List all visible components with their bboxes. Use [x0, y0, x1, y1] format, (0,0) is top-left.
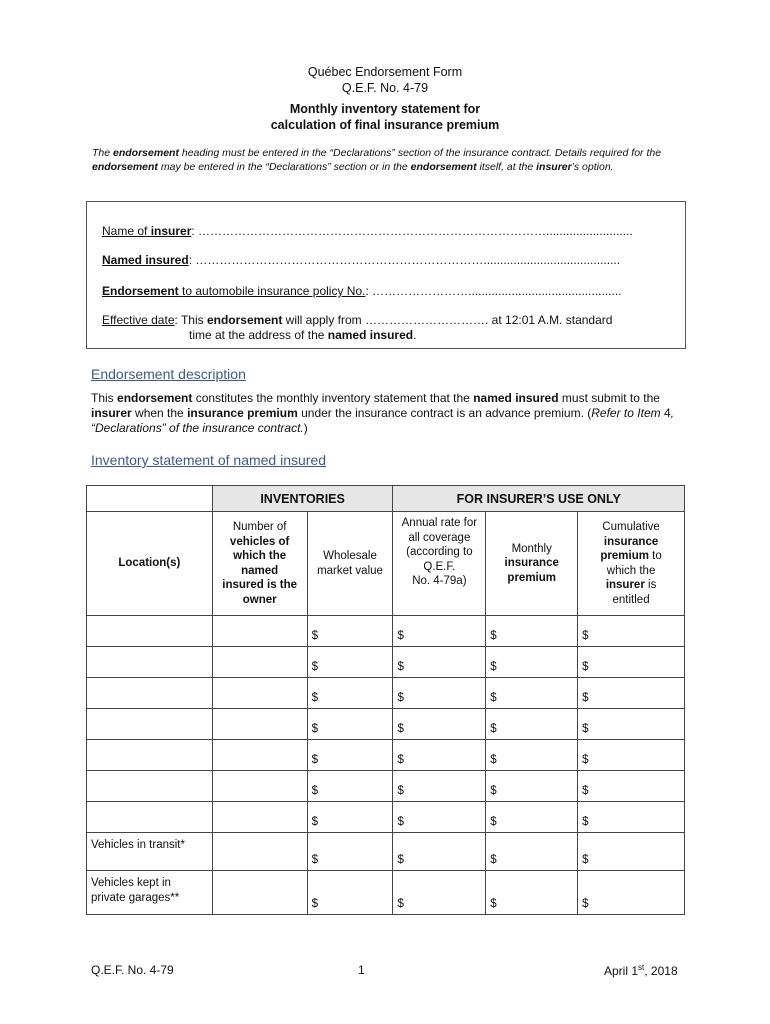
- intro-bold: endorsement: [92, 161, 158, 173]
- hline: to: [648, 550, 662, 562]
- currency: $: [582, 723, 589, 735]
- col-vehicles: [212, 512, 307, 616]
- currency: $: [582, 816, 589, 828]
- currency: $: [490, 661, 497, 673]
- input-cell[interactable]: [212, 871, 307, 915]
- input-cell[interactable]: [393, 871, 486, 915]
- hline: market value: [317, 564, 383, 577]
- input-cell[interactable]: [87, 740, 213, 771]
- fill-line: : ……………………………………………………………….........................................: [188, 253, 621, 267]
- col-location: Location(s): [87, 512, 213, 616]
- input-cell[interactable]: [578, 802, 685, 833]
- label-line: private garages**: [91, 892, 180, 904]
- table-row: [87, 802, 685, 833]
- input-cell[interactable]: [87, 771, 213, 802]
- intro-text: itself, at the: [476, 161, 537, 173]
- table-row-private: [87, 871, 685, 915]
- input-cell[interactable]: [486, 616, 578, 647]
- input-cell[interactable]: [212, 740, 307, 771]
- label-bold: Named insured: [102, 253, 189, 267]
- col-wholesale: [307, 512, 393, 616]
- hline: premium: [507, 571, 556, 584]
- hline: is: [644, 579, 657, 591]
- currency: $: [397, 816, 404, 828]
- input-cell[interactable]: [87, 802, 213, 833]
- effective-date-line2: [189, 328, 416, 342]
- input-cell[interactable]: [578, 771, 685, 802]
- text: : This: [174, 313, 207, 327]
- hline: named: [241, 564, 279, 577]
- input-cell[interactable]: [486, 833, 578, 871]
- currency: $: [397, 630, 404, 642]
- intro-bold: endorsement: [410, 161, 477, 173]
- col-annual-rate: [393, 512, 486, 616]
- hline: owner: [242, 593, 277, 606]
- private-garage-label: [87, 871, 213, 915]
- input-cell[interactable]: [212, 833, 307, 871]
- italic: Refer to Item: [591, 406, 664, 420]
- footer-form-number: Q.E.F. No. 4-79: [91, 963, 174, 977]
- currency: $: [490, 898, 497, 910]
- input-cell[interactable]: [307, 647, 393, 678]
- currency: $: [490, 854, 497, 866]
- label: Name of: [102, 224, 151, 238]
- label: to automobile insurance policy No.: [178, 284, 366, 298]
- text: .: [413, 328, 417, 342]
- label: Effective date: [102, 313, 175, 327]
- input-cell[interactable]: [212, 616, 307, 647]
- hline: entitled: [612, 593, 650, 606]
- input-cell[interactable]: [87, 709, 213, 740]
- text: constitutes the monthly inventory statement that the: [192, 391, 474, 405]
- intro-bold: endorsement: [113, 147, 179, 159]
- input-cell[interactable]: [212, 709, 307, 740]
- bold: endorsement: [206, 313, 283, 327]
- bold: insurer: [91, 406, 132, 420]
- input-cell[interactable]: [578, 871, 685, 915]
- input-cell[interactable]: [212, 678, 307, 709]
- hline: insurance: [504, 557, 559, 570]
- form-number: Q.E.F. No. 4-79: [341, 81, 429, 95]
- currency: $: [397, 754, 404, 766]
- currency: $: [311, 854, 318, 866]
- hline: which the: [606, 564, 656, 577]
- input-cell[interactable]: [578, 709, 685, 740]
- input-cell[interactable]: [87, 647, 213, 678]
- currency: $: [582, 630, 589, 642]
- input-cell[interactable]: [393, 709, 486, 740]
- input-cell[interactable]: [87, 616, 213, 647]
- table-row-transit: [87, 833, 685, 871]
- hline: premium: [600, 550, 649, 562]
- input-cell[interactable]: [578, 740, 685, 771]
- bold: named insured: [473, 391, 559, 405]
- hline: (according to: [406, 546, 473, 558]
- input-cell[interactable]: [486, 678, 578, 709]
- hline: insured is the: [222, 579, 298, 591]
- intro-text: The: [92, 147, 114, 159]
- input-cell[interactable]: [393, 771, 486, 802]
- hline: all coverage: [408, 531, 471, 544]
- text: under the insurance contract is an advance premium. (: [297, 406, 592, 420]
- hline: Wholesale: [323, 550, 377, 562]
- input-cell[interactable]: [578, 616, 685, 647]
- table-row: [87, 616, 685, 647]
- form-name: Québec Endorsement Form: [307, 65, 463, 79]
- input-cell[interactable]: [307, 871, 393, 915]
- input-cell[interactable]: [307, 616, 393, 647]
- effective-date-field[interactable]: [102, 313, 612, 327]
- currency: $: [490, 692, 497, 704]
- input-cell[interactable]: [87, 678, 213, 709]
- date-text: , 2018: [644, 964, 678, 978]
- currency: $: [397, 898, 404, 910]
- table-row: [87, 647, 685, 678]
- input-cell[interactable]: [486, 740, 578, 771]
- section-heading-description: Endorsement description: [91, 366, 246, 382]
- currency: $: [397, 723, 404, 735]
- input-cell[interactable]: [393, 833, 486, 871]
- currency: $: [582, 785, 589, 797]
- description-paragraph: [91, 391, 691, 436]
- text: when the: [131, 406, 188, 420]
- page-number: 1: [358, 963, 365, 977]
- input-cell[interactable]: [578, 678, 685, 709]
- date-sup: st: [638, 963, 645, 972]
- currency: $: [311, 661, 318, 673]
- text: must submit to the: [558, 391, 660, 405]
- intro-text: ’s option.: [571, 161, 614, 173]
- hline: Annual rate for: [401, 517, 478, 529]
- group-insurer-use: FOR INSURER’S USE ONLY: [393, 486, 685, 512]
- input-cell[interactable]: [393, 802, 486, 833]
- currency: $: [311, 723, 318, 735]
- input-cell[interactable]: [307, 678, 393, 709]
- date-text: April 1: [604, 964, 639, 978]
- input-cell[interactable]: [486, 709, 578, 740]
- currency: $: [490, 816, 497, 828]
- table-row: [87, 740, 685, 771]
- input-cell[interactable]: [307, 833, 393, 871]
- hline: Monthly: [511, 542, 552, 555]
- input-cell[interactable]: [212, 771, 307, 802]
- hline: Number of: [232, 521, 287, 533]
- hline: Cumulative: [602, 521, 660, 533]
- currency: $: [311, 898, 318, 910]
- text: 4: [663, 406, 671, 420]
- fill-line: : ……………………..............................................: [365, 284, 622, 298]
- text: time at the address of the: [189, 328, 328, 342]
- currency: $: [397, 854, 404, 866]
- table-corner: [87, 486, 213, 512]
- currency: $: [582, 692, 589, 704]
- currency: $: [490, 630, 497, 642]
- currency: $: [311, 785, 318, 797]
- currency: $: [397, 785, 404, 797]
- hline: which the: [233, 550, 287, 562]
- input-cell[interactable]: [212, 802, 307, 833]
- col-monthly-premium: [486, 512, 578, 616]
- input-cell[interactable]: [486, 647, 578, 678]
- intro-paragraph: [92, 146, 692, 174]
- insurer-name-field[interactable]: [102, 224, 633, 238]
- input-cell[interactable]: [393, 678, 486, 709]
- label-bold: Endorsement: [102, 284, 179, 298]
- text: This: [91, 391, 118, 405]
- table-row: [87, 678, 685, 709]
- italic: , “Declarations” of the insurance contract.: [91, 406, 674, 435]
- title-line-1: Monthly inventory statement for: [289, 102, 481, 116]
- fill-line: : ……………………………………………………………………………..........................: [191, 224, 633, 238]
- currency: $: [311, 630, 318, 642]
- currency: $: [311, 692, 318, 704]
- transit-label: Vehicles in transit*: [87, 833, 213, 871]
- group-inventories: INVENTORIES: [212, 486, 393, 512]
- hline: No. 4-79a): [412, 575, 467, 587]
- currency: $: [311, 754, 318, 766]
- currency: $: [397, 692, 404, 704]
- form-title: [0, 101, 770, 133]
- currency: $: [582, 661, 589, 673]
- named-insured-field[interactable]: [102, 253, 620, 267]
- currency: $: [582, 854, 589, 866]
- input-cell[interactable]: [393, 740, 486, 771]
- col-cumulative-premium: [578, 512, 685, 616]
- intro-text: heading must be entered in the “Declarations” section of the insurance contract. Details required for the: [178, 147, 662, 159]
- bold: endorsement: [117, 391, 193, 405]
- label-bold: insurer: [150, 224, 192, 238]
- currency: $: [490, 754, 497, 766]
- footer-date: [604, 963, 678, 978]
- currency: $: [397, 661, 404, 673]
- bold: named insured: [327, 328, 414, 342]
- title-line-2: calculation of final insurance premium: [270, 118, 500, 132]
- table-row: [87, 771, 685, 802]
- input-cell[interactable]: [307, 771, 393, 802]
- text: ): [303, 421, 308, 435]
- text: will apply from …………………………. at 12:01 A.M. standard: [282, 313, 613, 327]
- currency: $: [490, 723, 497, 735]
- intro-text: may be entered in the “Declarations” section or in the: [157, 161, 411, 173]
- table-row: [87, 709, 685, 740]
- input-cell[interactable]: [486, 771, 578, 802]
- input-cell[interactable]: [578, 647, 685, 678]
- label-line: Vehicles kept in: [91, 877, 171, 889]
- input-cell[interactable]: [393, 616, 486, 647]
- hline: Q.E.F.: [423, 560, 456, 573]
- input-cell[interactable]: [486, 871, 578, 915]
- currency: $: [582, 898, 589, 910]
- policy-number-field[interactable]: [102, 284, 622, 298]
- intro-bold: insurer: [536, 161, 572, 173]
- currency: $: [311, 816, 318, 828]
- input-cell[interactable]: [307, 709, 393, 740]
- form-header: [0, 64, 770, 96]
- input-cell[interactable]: [486, 802, 578, 833]
- input-cell[interactable]: [578, 833, 685, 871]
- input-cell[interactable]: [307, 802, 393, 833]
- hline: vehicles of: [229, 535, 290, 548]
- currency: $: [490, 785, 497, 797]
- input-cell[interactable]: [212, 647, 307, 678]
- section-heading-inventory: Inventory statement of named insured: [91, 452, 327, 468]
- hline: insurer: [605, 579, 645, 591]
- currency: $: [582, 754, 589, 766]
- insurer-info-box: [86, 201, 686, 349]
- hline: insurance: [603, 535, 659, 548]
- inventory-table: [86, 485, 685, 915]
- input-cell[interactable]: [393, 647, 486, 678]
- input-cell[interactable]: [307, 740, 393, 771]
- bold: insurance premium: [187, 406, 298, 420]
